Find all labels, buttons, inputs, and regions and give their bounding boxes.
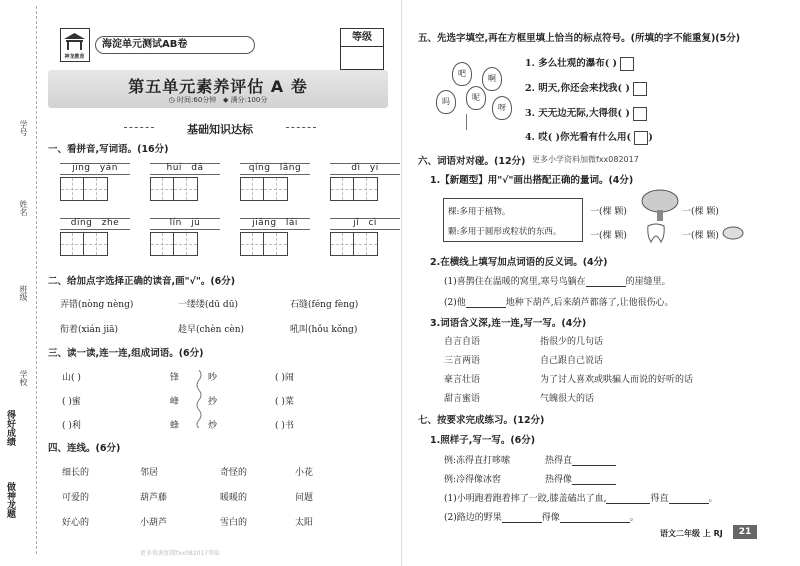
q3-right-item[interactable]: ( )菜	[275, 397, 294, 407]
q3-right-char[interactable]: 吵	[208, 373, 218, 383]
pinyin-item	[330, 163, 400, 201]
full-score: 满分:100分	[230, 96, 268, 104]
q5-heading: 五、先选字填空,再在方框里填上恰当的标点符号。(所填的字不能重复)(5分)	[418, 33, 741, 44]
answer-blank[interactable]	[586, 277, 626, 287]
pinyin-item	[240, 163, 310, 201]
q6-s2b: (2)他 地种下葫芦,后来葫芦都落了,让他很伤心。	[444, 298, 674, 308]
q6-heading: 六、词语对对碰。(12分)	[418, 156, 526, 167]
definition-line: 棵:多用于植物。	[448, 207, 511, 217]
idiom-meaning[interactable]: 自己跟自己说话	[540, 356, 604, 366]
q2-heading: 二、给加点字选择正确的读音,画"√"。(6分)	[48, 276, 236, 287]
q7-sub1: 1.照样子,写一写。(6分)	[430, 435, 536, 446]
promo-note: 更多小学资料加微fxx082017	[532, 155, 639, 164]
writing-cell[interactable]	[174, 177, 198, 201]
writing-cell[interactable]	[264, 232, 288, 256]
pinyin-lines	[150, 218, 220, 230]
idiom-meaning[interactable]: 指很少的几句话	[540, 337, 604, 347]
q4-word[interactable]: 雪白的	[220, 518, 248, 528]
q2-item[interactable]: 衔着(xián jiā)	[60, 325, 119, 335]
example-1-answer: 热得直	[545, 453, 616, 466]
balloon: 吗	[436, 90, 456, 114]
score-icon: ◆	[222, 96, 229, 104]
pavilion-icon	[61, 31, 88, 51]
q6-sub3: 3.词语含义深,连一连,写一写。(4分)	[430, 318, 587, 329]
exam-meta	[48, 95, 388, 105]
watermark: 更多资源加微fxx082017领取	[140, 550, 221, 557]
margin-slogan	[4, 410, 26, 550]
pinyin-item	[150, 218, 220, 256]
balloon: 呢	[466, 86, 486, 110]
q4-heading: 四、连线。(6分)	[48, 443, 121, 454]
q3-right-item[interactable]: ( )闹	[275, 373, 294, 383]
clock-icon: ◷	[168, 96, 175, 104]
writing-cell[interactable]	[174, 232, 198, 256]
pinyin-item	[60, 218, 130, 256]
q4-word[interactable]: 可爱的	[62, 493, 90, 503]
writing-cell[interactable]	[60, 177, 84, 201]
pinyin-item	[60, 163, 130, 201]
q2-item[interactable]: 吼叫(hǒu kǒng)	[290, 325, 358, 335]
q2-item[interactable]: 趁早(chèn cèn)	[178, 325, 245, 335]
q3-left-item[interactable]: ( )蜜	[62, 397, 81, 407]
q4-word[interactable]: 奇怪的	[220, 468, 248, 478]
writing-cell[interactable]	[150, 177, 174, 201]
pinyin-lines	[240, 218, 310, 230]
pinyin-text: lín jū	[169, 218, 201, 228]
tooth-icon	[645, 222, 667, 244]
q3-left-item[interactable]: ( )利	[62, 421, 81, 431]
cabbage-icon	[722, 225, 744, 241]
q7-heading: 七、按要求完成练习。(12分)	[418, 415, 545, 426]
q3-left-item[interactable]: 山( )	[62, 373, 81, 383]
example-1: 例:冻得直打哆嗦	[444, 456, 511, 466]
example-2-answer: 热得像	[545, 472, 616, 485]
pinyin-lines	[240, 163, 310, 175]
answer-blank[interactable]	[502, 513, 542, 523]
pinyin-item	[240, 218, 310, 256]
balloon: 啊	[482, 67, 502, 91]
slogan-line-1: 得好成绩	[5, 410, 15, 446]
q5-sentence: 1. 多么壮观的瀑布( )	[525, 55, 634, 71]
definition-box	[443, 198, 583, 242]
writing-cell[interactable]	[354, 232, 378, 256]
margin-label-student-number: 学号	[19, 120, 28, 136]
q2-item[interactable]: 弄错(nòng nèng)	[60, 300, 134, 310]
pinyin-lines	[60, 163, 130, 175]
page-divider	[401, 0, 402, 566]
time-limit: 时间:60分钟	[177, 96, 217, 104]
q4-word[interactable]: 暖暖的	[220, 493, 248, 503]
pinyin-lines	[330, 218, 400, 230]
q4-word[interactable]: 细长的	[62, 468, 90, 478]
brand-logo	[60, 28, 90, 62]
q7-s2: (2)路边的野果 得像 。	[444, 513, 639, 523]
example-2: 例:冷得像冰窖	[444, 475, 502, 485]
pinyin-text: jīng yán	[72, 163, 118, 173]
q3-wave-divider	[195, 370, 203, 428]
q7-s1: (1)小明跑着跑着摔了一跤,膝盖磕出了血, 得直 。	[444, 494, 718, 504]
balloon: 吧	[452, 62, 472, 86]
balloon-string	[466, 114, 467, 130]
page-number: 21	[733, 525, 757, 539]
writing-cell[interactable]	[354, 177, 378, 201]
slogan-line-2: 做神龙题	[5, 482, 15, 518]
idiom[interactable]: 豪言壮语	[444, 375, 481, 385]
q2-item[interactable]: 一缕缕(dū dū)	[178, 300, 238, 310]
pinyin-item	[150, 163, 220, 201]
writing-cell[interactable]	[240, 177, 264, 201]
punctuation-box[interactable]	[620, 57, 634, 71]
pinyin-lines	[330, 163, 400, 175]
header-banner: 海淀单元测试AB卷	[95, 36, 255, 54]
measure-choice[interactable]: 一(棵 颗)	[682, 231, 719, 241]
tree-icon	[640, 188, 680, 222]
pinyin-text: dīng zhe	[70, 218, 120, 228]
writing-cell[interactable]	[150, 232, 174, 256]
measure-choice[interactable]: 一(棵 颗)	[590, 231, 627, 241]
idiom[interactable]: 甜言蜜语	[444, 394, 481, 404]
section-title: 基础知识达标	[150, 121, 290, 137]
writing-cell[interactable]	[60, 232, 84, 256]
punctuation-box[interactable]	[633, 82, 647, 96]
q3-mid-char[interactable]: 蜂	[170, 421, 180, 431]
q5-sentence: 3. 天无边无际,大得很( )	[525, 105, 647, 121]
pinyin-text: huí dá	[166, 163, 204, 173]
margin-label-class: 班级	[19, 285, 28, 301]
idiom[interactable]: 三言两语	[444, 356, 481, 366]
margin-label-name: 姓名	[19, 200, 28, 216]
q4-word[interactable]: 邻居	[140, 468, 159, 478]
pinyin-lines	[150, 163, 220, 175]
writing-cell[interactable]	[240, 232, 264, 256]
pinyin-item	[330, 218, 400, 256]
brand-name: 神龙教育	[64, 54, 85, 60]
pinyin-text: dì yī	[351, 163, 379, 173]
punctuation-box[interactable]	[634, 131, 648, 145]
level-box	[340, 28, 384, 70]
q6-s2a: (1)喜鹊住在温暖的窝里,寒号鸟躺在 的崖缝里。	[444, 277, 671, 287]
q3-right-char[interactable]: 抄	[208, 397, 218, 407]
q5-sentence: 4. 哎( )你光看有什么用( )	[525, 132, 653, 143]
q6-sub2: 2.在横线上填写加点词语的反义词。(4分)	[430, 257, 608, 268]
q6-sub1: 1.【新题型】用"√"画出搭配正确的量词。(4分)	[430, 175, 634, 186]
writing-cell[interactable]	[264, 177, 288, 201]
punctuation-box[interactable]	[633, 107, 647, 121]
balloon: 呀	[492, 96, 512, 120]
q4-word[interactable]: 好心的	[62, 518, 90, 528]
writing-cell[interactable]	[330, 232, 354, 256]
q4-word[interactable]: 太阳	[295, 518, 314, 528]
q1-heading: 一、看拼音,写词语。(16分)	[48, 144, 169, 155]
writing-cell[interactable]	[84, 232, 108, 256]
definition-line: 颗:多用于圆形或粒状的东西。	[448, 227, 562, 237]
q4-word[interactable]: 小花	[295, 468, 314, 478]
q3-mid-char[interactable]: 峰	[170, 397, 180, 407]
pinyin-text: qíng lǎng	[248, 163, 302, 173]
q3-heading: 三、读一读,连一连,组成词语。(6分)	[48, 348, 204, 359]
q5-sentence: 2. 明天,你还会来找我( )	[525, 80, 647, 96]
level-label: 等级	[341, 29, 383, 47]
q3-right-char[interactable]: 炒	[208, 421, 218, 431]
writing-cell[interactable]	[84, 177, 108, 201]
balloon-bunch	[430, 62, 510, 132]
answer-blank[interactable]	[572, 456, 616, 466]
binding-line	[36, 6, 37, 554]
idiom-meaning[interactable]: 气魄很大的话	[540, 394, 595, 404]
measure-choice[interactable]: 一(棵 颗)	[682, 207, 719, 217]
answer-blank[interactable]	[560, 513, 630, 523]
answer-blank[interactable]	[606, 494, 650, 504]
measure-choice[interactable]: 一(棵 颗)	[590, 207, 627, 217]
q3-mid-char[interactable]: 锋	[170, 373, 180, 383]
q2-item[interactable]: 石缝(féng fèng)	[290, 300, 359, 310]
q4-word[interactable]: 葫芦藤	[140, 493, 168, 503]
footer-grade: 语文二年级 上 RJ	[660, 529, 723, 538]
idiom[interactable]: 自言自语	[444, 337, 481, 347]
idiom-meaning[interactable]: 为了讨人喜欢或哄骗人而说的好听的话	[540, 375, 694, 385]
page-title: 第五单元素养评估 A 卷	[128, 77, 308, 96]
pinyin-text: jiǎng lái	[252, 218, 298, 228]
answer-blank[interactable]	[669, 494, 709, 504]
answer-blank[interactable]	[466, 298, 506, 308]
answer-blank[interactable]	[572, 475, 616, 485]
writing-cell[interactable]	[330, 177, 354, 201]
pinyin-text: jǐ cì	[353, 218, 377, 228]
pinyin-lines	[60, 218, 130, 230]
q4-word[interactable]: 问题	[295, 493, 314, 503]
margin-label-school: 学校	[19, 370, 28, 386]
q3-right-item[interactable]: ( )书	[275, 421, 294, 431]
q4-word[interactable]: 小葫芦	[140, 518, 168, 528]
